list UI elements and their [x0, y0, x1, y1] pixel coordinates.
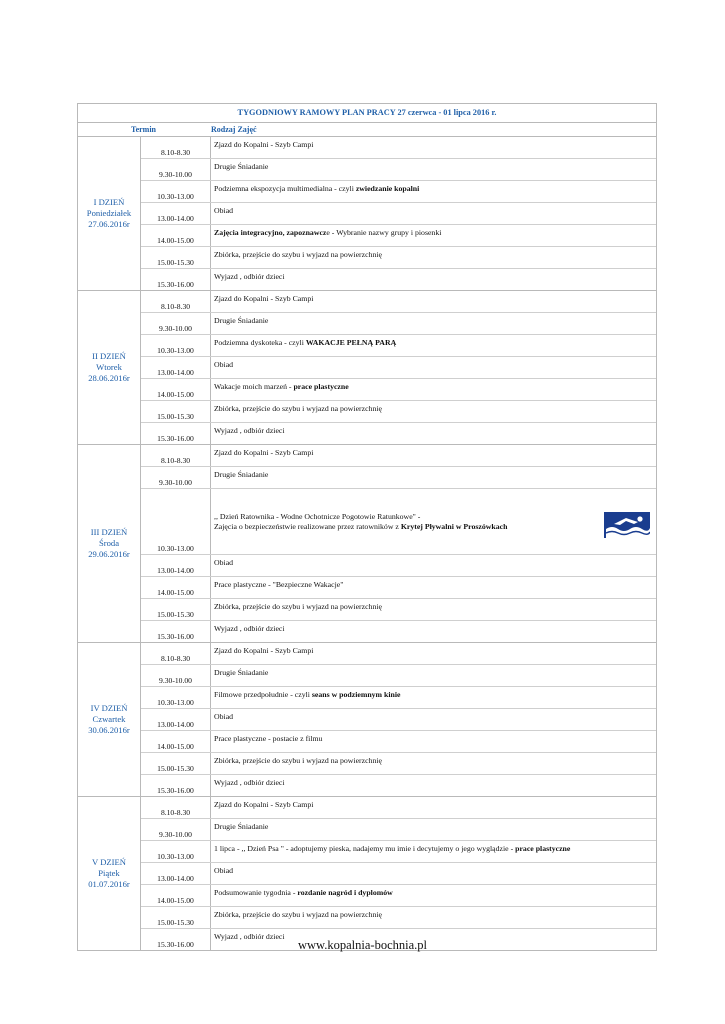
activity-cell	[211, 819, 656, 840]
activity-text: 1 lipca - ,, Dzień Psa " - adoptujemy pieska, nadajemy mu imie i decytujemy o jego wyglądzie -	[214, 844, 516, 853]
activity-text: Obiad	[214, 360, 234, 369]
time-cell: 8.10-8.30	[141, 137, 211, 158]
activity-text: Drugie Śniadanie	[214, 470, 269, 479]
time-cell: 10.30-13.00	[141, 687, 211, 708]
activity-text: Prace plastyczne - "Bezpieczne Wakacje"	[214, 580, 344, 589]
time-cell: 14.00-15.00	[141, 731, 211, 752]
activity-text: Zbiórka, przejście do szybu i wyjazd na powierzchnię	[214, 910, 383, 919]
activity-text: Zjazd do Kopalni - Szyb Campi	[214, 140, 314, 149]
activity-text: Wyjazd , odbiór dzieci	[214, 778, 285, 787]
activity-cell	[211, 159, 656, 180]
time-cell: 15.30-16.00	[141, 775, 211, 796]
activity-text: Podsumowanie tygodnia -	[214, 888, 298, 897]
activity-text: Podziemna dyskoteka - czyli	[214, 338, 306, 347]
day-date: 30.06.2016r	[88, 725, 130, 735]
activity-cell	[211, 379, 656, 400]
activity-cell	[211, 577, 656, 598]
time-cell: 9.30-10.00	[141, 819, 211, 840]
table-row	[141, 291, 656, 313]
time-cell: 10.30-13.00	[141, 181, 211, 202]
activity-text: Drugie Śniadanie	[214, 316, 269, 325]
activity-text: e - Wybranie nazwy grupy i piosenki	[326, 228, 442, 237]
activity-text: Wakacje moich marzeń -	[214, 382, 294, 391]
table-row	[141, 643, 656, 665]
table-row	[141, 753, 656, 775]
activity-text: Prace plastyczne - postacie z filmu	[214, 734, 323, 743]
table-row	[141, 137, 656, 159]
day-name: III DZIEŃ	[90, 527, 128, 537]
activity-cell	[211, 313, 656, 334]
time-cell: 15.00-15.30	[141, 753, 211, 774]
activity-bold: rozdanie nagród i dyplomów	[297, 888, 393, 897]
activity-text: Zbiórka, przejście do szybu i wyjazd na powierzchnię	[214, 602, 383, 611]
day-date: 27.06.2016r	[88, 219, 130, 229]
activity-cell	[211, 489, 656, 554]
table-row	[141, 159, 656, 181]
activity-text: Drugie Śniadanie	[214, 822, 269, 831]
table-row	[141, 401, 656, 423]
time-cell: 15.30-16.00	[141, 269, 211, 290]
table-row	[141, 841, 656, 863]
time-cell: 9.30-10.00	[141, 467, 211, 488]
table-row	[141, 467, 656, 489]
table-row	[141, 731, 656, 753]
day-label	[78, 291, 141, 444]
activity-cell	[211, 621, 656, 642]
activity-cell	[211, 863, 656, 884]
activity-text: Zjazd do Kopalni - Szyb Campi	[214, 294, 314, 303]
activity-bold: seans w podziemnym kinie	[311, 690, 401, 699]
activity-cell	[211, 797, 656, 818]
activity-cell	[211, 203, 656, 224]
table-row	[141, 907, 656, 929]
day-block	[77, 796, 657, 951]
day-block	[77, 642, 657, 796]
table-row	[141, 555, 656, 577]
time-cell: 9.30-10.00	[141, 665, 211, 686]
activity-cell	[211, 269, 656, 290]
activity-cell	[211, 775, 656, 796]
table-row	[141, 313, 656, 335]
activity-cell	[211, 709, 656, 730]
day-weekday: Czwartek	[92, 714, 126, 724]
activity-bold: zwiedzanie kopalni	[355, 184, 420, 193]
activity-text: Zbiórka, przejście do szybu i wyjazd na powierzchnię	[214, 756, 383, 765]
table-row	[141, 357, 656, 379]
table-row	[141, 885, 656, 907]
time-cell: 13.00-14.00	[141, 863, 211, 884]
day-name: IV DZIEŃ	[90, 703, 128, 713]
activity-text: Zajęcia o bezpieczeństwie realizowane przez ratowników z	[214, 522, 401, 531]
activity-cell	[211, 335, 656, 356]
activity-cell	[211, 445, 656, 466]
time-cell: 14.00-15.00	[141, 225, 211, 246]
activity-cell	[211, 599, 656, 620]
day-weekday: Piątek	[98, 868, 120, 878]
table-row	[141, 797, 656, 819]
activity-text: Obiad	[214, 558, 234, 567]
time-cell: 8.10-8.30	[141, 445, 211, 466]
activity-text: Obiad	[214, 206, 234, 215]
day-label	[78, 643, 141, 796]
activity-cell	[211, 423, 656, 444]
table-row	[141, 621, 656, 642]
day-label	[78, 797, 141, 950]
time-cell: 15.00-15.30	[141, 401, 211, 422]
table-row	[141, 423, 656, 444]
day-date: 01.07.2016r	[88, 879, 130, 889]
table-row	[141, 269, 656, 290]
table-row	[141, 247, 656, 269]
activity-cell	[211, 731, 656, 752]
activity-bold: Krytej Pływalni w Proszówkach	[400, 522, 508, 531]
activity-text: Zjazd do Kopalni - Szyb Campi	[214, 448, 314, 457]
time-cell: 8.10-8.30	[141, 797, 211, 818]
day-date: 28.06.2016r	[88, 373, 130, 383]
table-row	[141, 577, 656, 599]
activity-text: Obiad	[214, 712, 234, 721]
time-cell: 8.10-8.30	[141, 291, 211, 312]
time-cell: 15.30-16.00	[141, 621, 211, 642]
time-cell: 14.00-15.00	[141, 379, 211, 400]
activity-text: Obiad	[214, 866, 234, 875]
activity-bold: prace plastyczne	[515, 844, 571, 853]
activity-cell	[211, 687, 656, 708]
table-row	[141, 379, 656, 401]
activity-bold: Zajęcia integracyjno, zapoznawcz	[214, 228, 327, 237]
time-cell: 15.00-15.30	[141, 599, 211, 620]
time-cell: 13.00-14.00	[141, 709, 211, 730]
time-cell: 9.30-10.00	[141, 159, 211, 180]
swimmer-icon	[604, 512, 650, 538]
activity-cell	[211, 137, 656, 158]
activity-cell	[211, 885, 656, 906]
table-row	[141, 225, 656, 247]
day-name: V DZIEŃ	[92, 857, 126, 867]
table-row	[141, 687, 656, 709]
day-date: 29.06.2016r	[88, 549, 130, 559]
activity-text: Zbiórka, przejście do szybu i wyjazd na powierzchnię	[214, 250, 383, 259]
table-row	[141, 489, 656, 555]
time-cell: 9.30-10.00	[141, 313, 211, 334]
activity-cell	[211, 291, 656, 312]
activity-bold: prace plastyczne	[293, 382, 349, 391]
day-block	[77, 136, 657, 290]
activity-cell	[211, 357, 656, 378]
table-row	[141, 203, 656, 225]
day-block	[77, 290, 657, 444]
table-row	[141, 599, 656, 621]
activity-cell	[211, 401, 656, 422]
activity-text: Zjazd do Kopalni - Szyb Campi	[214, 800, 314, 809]
activity-text: Filmowe przedpołudnie - czyli	[214, 690, 312, 699]
activity-bold: WAKACJE PEŁNĄ PARĄ	[305, 338, 397, 347]
time-cell: 8.10-8.30	[141, 643, 211, 664]
activity-text: Wyjazd , odbiór dzieci	[214, 426, 285, 435]
activity-text: Drugie Śniadanie	[214, 668, 269, 677]
time-cell: 15.00-15.30	[141, 247, 211, 268]
header-rodzaj: Rodzaj Zajęć	[211, 125, 257, 134]
activity-cell	[211, 225, 656, 246]
time-cell: 10.30-13.00	[141, 489, 211, 554]
day-block	[77, 444, 657, 642]
table-row	[141, 775, 656, 796]
schedule-table	[77, 103, 657, 951]
time-cell: 13.00-14.00	[141, 203, 211, 224]
day-weekday: Wtorek	[96, 362, 122, 372]
time-cell: 15.30-16.00	[141, 423, 211, 444]
time-cell: 15.00-15.30	[141, 907, 211, 928]
day-label	[78, 445, 141, 642]
table-row	[141, 445, 656, 467]
day-label	[78, 137, 141, 290]
activity-text: Podziemna ekspozycja multimedialna - czyli	[214, 184, 356, 193]
page-title: TYGODNIOWY RAMOWY PLAN PRACY 27 czerwca - 01 lipca 2016 r.	[77, 103, 657, 122]
day-weekday: Środa	[98, 538, 120, 548]
activity-text: Drugie Śniadanie	[214, 162, 269, 171]
day-weekday: Poniedziałek	[86, 208, 132, 218]
time-cell: 15.30-16.00	[141, 929, 211, 950]
time-cell: 14.00-15.00	[141, 577, 211, 598]
activity-cell	[211, 907, 656, 928]
time-cell: 10.30-13.00	[141, 335, 211, 356]
table-row	[141, 863, 656, 885]
table-row	[141, 181, 656, 203]
time-cell: 10.30-13.00	[141, 841, 211, 862]
activity-cell	[211, 555, 656, 576]
table-header	[77, 122, 657, 136]
activity-cell	[211, 753, 656, 774]
time-cell: 13.00-14.00	[141, 555, 211, 576]
activity-text: Wyjazd , odbiór dzieci	[214, 932, 285, 941]
time-cell: 14.00-15.00	[141, 885, 211, 906]
header-termin: Termin	[130, 125, 157, 134]
day-name: II DZIEŃ	[92, 351, 126, 361]
table-row	[141, 335, 656, 357]
activity-cell	[211, 181, 656, 202]
day-name: I DZIEŃ	[93, 197, 125, 207]
activity-cell	[211, 841, 656, 862]
activity-text: Zjazd do Kopalni - Szyb Campi	[214, 646, 314, 655]
table-row	[141, 819, 656, 841]
activity-text: Zbiórka, przejście do szybu i wyjazd na powierzchnię	[214, 404, 383, 413]
footer-url: www.kopalnia-bochnia.pl	[297, 938, 428, 952]
activity-cell	[211, 643, 656, 664]
activity-text: ,, Dzień Ratownika - Wodne Ochotnicze Pogotowie Ratunkowe" -	[214, 512, 421, 521]
activity-text: Wyjazd , odbiór dzieci	[214, 624, 285, 633]
time-cell: 13.00-14.00	[141, 357, 211, 378]
table-row	[141, 665, 656, 687]
activity-cell	[211, 665, 656, 686]
activity-text: Wyjazd , odbiór dzieci	[214, 272, 285, 281]
activity-cell	[211, 247, 656, 268]
activity-cell	[211, 467, 656, 488]
table-row	[141, 709, 656, 731]
